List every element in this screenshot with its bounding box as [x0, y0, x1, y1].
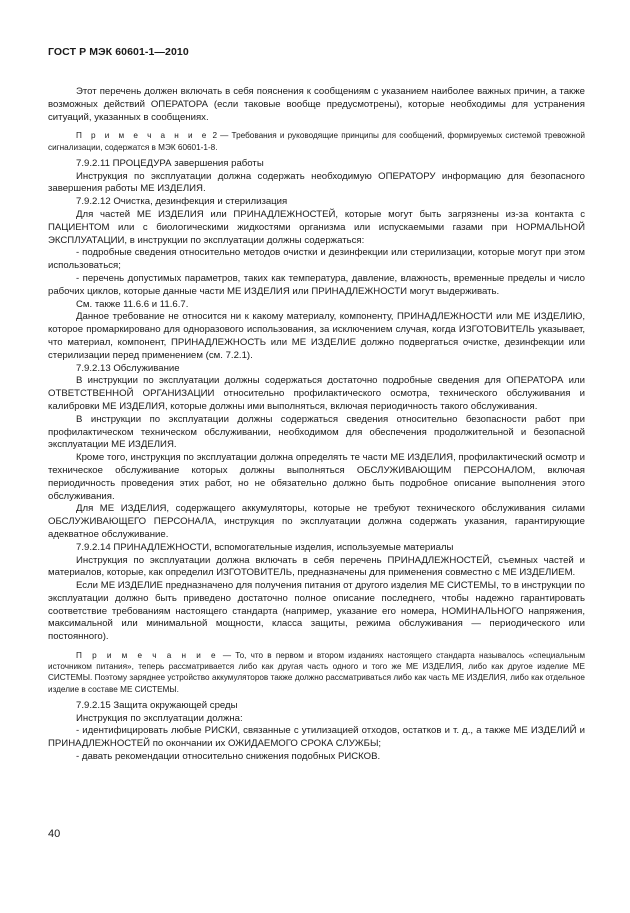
paragraph: Инструкция по эксплуатации должна включать в себя перечень ПРИНАДЛЕЖНОСТЕЙ, съемных частей и материалов, которые, как определил ИЗГОТОВИТЕЛЬ, предназначены для применения совместно с МЕ ИЗДЕЛИЕМ.	[48, 554, 585, 579]
page-number: 40	[48, 828, 61, 840]
section-heading: 7.9.2.13 Обслуживание	[76, 362, 180, 374]
paragraph: Кроме того, инструкция по эксплуатации должна определять те части МЕ ИЗДЕЛИЯ, профилактический осмотр и техническое обслуживание которых должны выполняться ОБСЛУЖИВАЮЩИМ ПЕРСОНАЛОМ, включая периодичность проведения этих работ, но не обязательно должно быть подробное описание выполнения этого обслуживания.	[48, 452, 585, 502]
list-item: - перечень допустимых параметров, таких как температура, давление, влажность, временные пределы и число рабочих циклов, которые данные части МЕ ИЗДЕЛИЯ или ПРИНАДЛЕЖНОСТИ могут выдерживать.	[48, 272, 585, 297]
paragraph: Данное требование не относится ни к какому материалу, компоненту, ПРИНАДЛЕЖНОСТИ или МЕ ИЗДЕЛИЮ, которое промаркировано для одноразового использования, за исключением случая, когда ИЗГОТОВИТЕЛЬ указывает, что материал, компонент, ПРИНАДЛЕЖНОСТЬ или МЕ ИЗДЕЛИЕ должно подвергаться очистке, дезинфекции или стерилизации перед применением (см. 7.2.1).	[48, 311, 585, 361]
paragraph: См. также 11.6.6 и 11.6.7.	[76, 298, 189, 310]
section-heading: 7.9.2.11 ПРОЦЕДУРА завершения работы	[76, 157, 264, 169]
note-label: П р и м е ч а н и е	[76, 131, 210, 141]
page-header: ГОСТ Р МЭК 60601-1—2010	[48, 46, 189, 58]
note-text: 2 — Требования и руководящие принципы для сообщений, формируемых системой тревожной сигнализации, содержатся в МЭК 60601-1-8.	[48, 131, 586, 152]
paragraph: Для МЕ ИЗДЕЛИЯ, содержащего аккумуляторы, которые не требуют технического обслуживания силами ОБСЛУЖИВАЮЩЕГО ПЕРСОНАЛА, инструкция по эксплуатации должна содержать указания, гарантирующие адекватное обслуживание.	[48, 503, 585, 540]
paragraph: Этот перечень должен включать в себя пояснения к сообщениям с указанием наиболее важных причин, а также возможных действий ОПЕРАТОРА (если таковые вообще предусмотрены), которые необходимы для устранения ситуаций, указанных в сообщениях.	[48, 86, 585, 123]
note-label: П р и м е ч а н и е	[76, 651, 219, 661]
note	[48, 650, 585, 695]
paragraph: В инструкции по эксплуатации должны содержаться сведения относительно безопасности работ при профилактическом техническом обслуживании, необходимом для обеспечения продолжительной и безопасной эксплуатации МЕ ИЗДЕЛИЯ.	[48, 413, 585, 451]
list-item: - давать рекомендации относительно снижения подобных РИСКОВ.	[76, 751, 381, 763]
document-body	[48, 86, 585, 764]
paragraph: Если МЕ ИЗДЕЛИЕ предназначено для получения питания от другого изделия МЕ СИСТЕМЫ, то в инструкции по эксплуатации должно быть приведено достаточно полное описание последнего, чтобы надежно гарантировать соответствие требованиям настоящего стандарта (например, указание его номера, НОМИНАЛЬНОГО напряжения, максимальной или минимальной мощности, класса защиты, режима обслуживания — периодического или постоянного).	[48, 580, 585, 643]
paragraph: Инструкция по эксплуатации должна содержать необходимую ОПЕРАТОРУ информацию для безопасного завершения работы МЕ ИЗДЕЛИЯ.	[48, 170, 585, 195]
paragraph: Инструкция по эксплуатации должна:	[76, 712, 243, 724]
paragraph: Для частей МЕ ИЗДЕЛИЯ или ПРИНАДЛЕЖНОСТЕЙ, которые могут быть загрязнены из-за контакта с ПАЦИЕНТОМ или с биологическими жидкостями организма или испускаемыми газами при НОРМАЛЬНОЙ ЭКСПЛУАТАЦИИ, в инструкции по эксплуатации должны содержаться:	[48, 208, 585, 246]
list-item: - идентифицировать любые РИСКИ, связанные с утилизацией отходов, остатков и т. д., а также МЕ ИЗДЕЛИЙ и ПРИНАДЛЕЖНОСТЕЙ по окончании их ОЖИДАЕМОГО СРОКА СЛУЖБЫ;	[48, 725, 585, 750]
paragraph: В инструкции по эксплуатации должны содержаться достаточно подробные сведения для ОПЕРАТОРА или ОТВЕТСТВЕННОЙ ОРГАНИЗАЦИИ относительно профилактического осмотра, технического обслуживания и калибровки МЕ ИЗДЕЛИЯ, которые должны ими выполняться, включая периодичность такого обслуживания.	[48, 375, 585, 412]
list-item: - подробные сведения относительно методов очистки и дезинфекции или стерилизации, которые могут при этом использоваться;	[48, 247, 585, 272]
note-text: — То, что в первом и втором изданиях настоящего стандарта называлось «специальным источником питания», теперь рассматривается либо как другая часть одного и того же МЕ ИЗДЕЛИЯ, либо как другое изделие МЕ СИСТЕМЫ. Поэтому заряднее устройство аккумуляторов также должно рассматриваться либо как часть МЕ ИЗДЕЛИЯ, либо как отдельное изделие в составе МЕ СИСТЕМЫ.	[48, 651, 585, 694]
section-heading: 7.9.2.15 Защита окружающей среды	[76, 699, 238, 711]
section-heading: 7.9.2.14 ПРИНАДЛЕЖНОСТИ, вспомогательные изделия, используемые материалы	[76, 541, 454, 553]
note	[48, 130, 585, 152]
section-heading: 7.9.2.12 Очистка, дезинфекция и стерилизация	[76, 196, 288, 208]
